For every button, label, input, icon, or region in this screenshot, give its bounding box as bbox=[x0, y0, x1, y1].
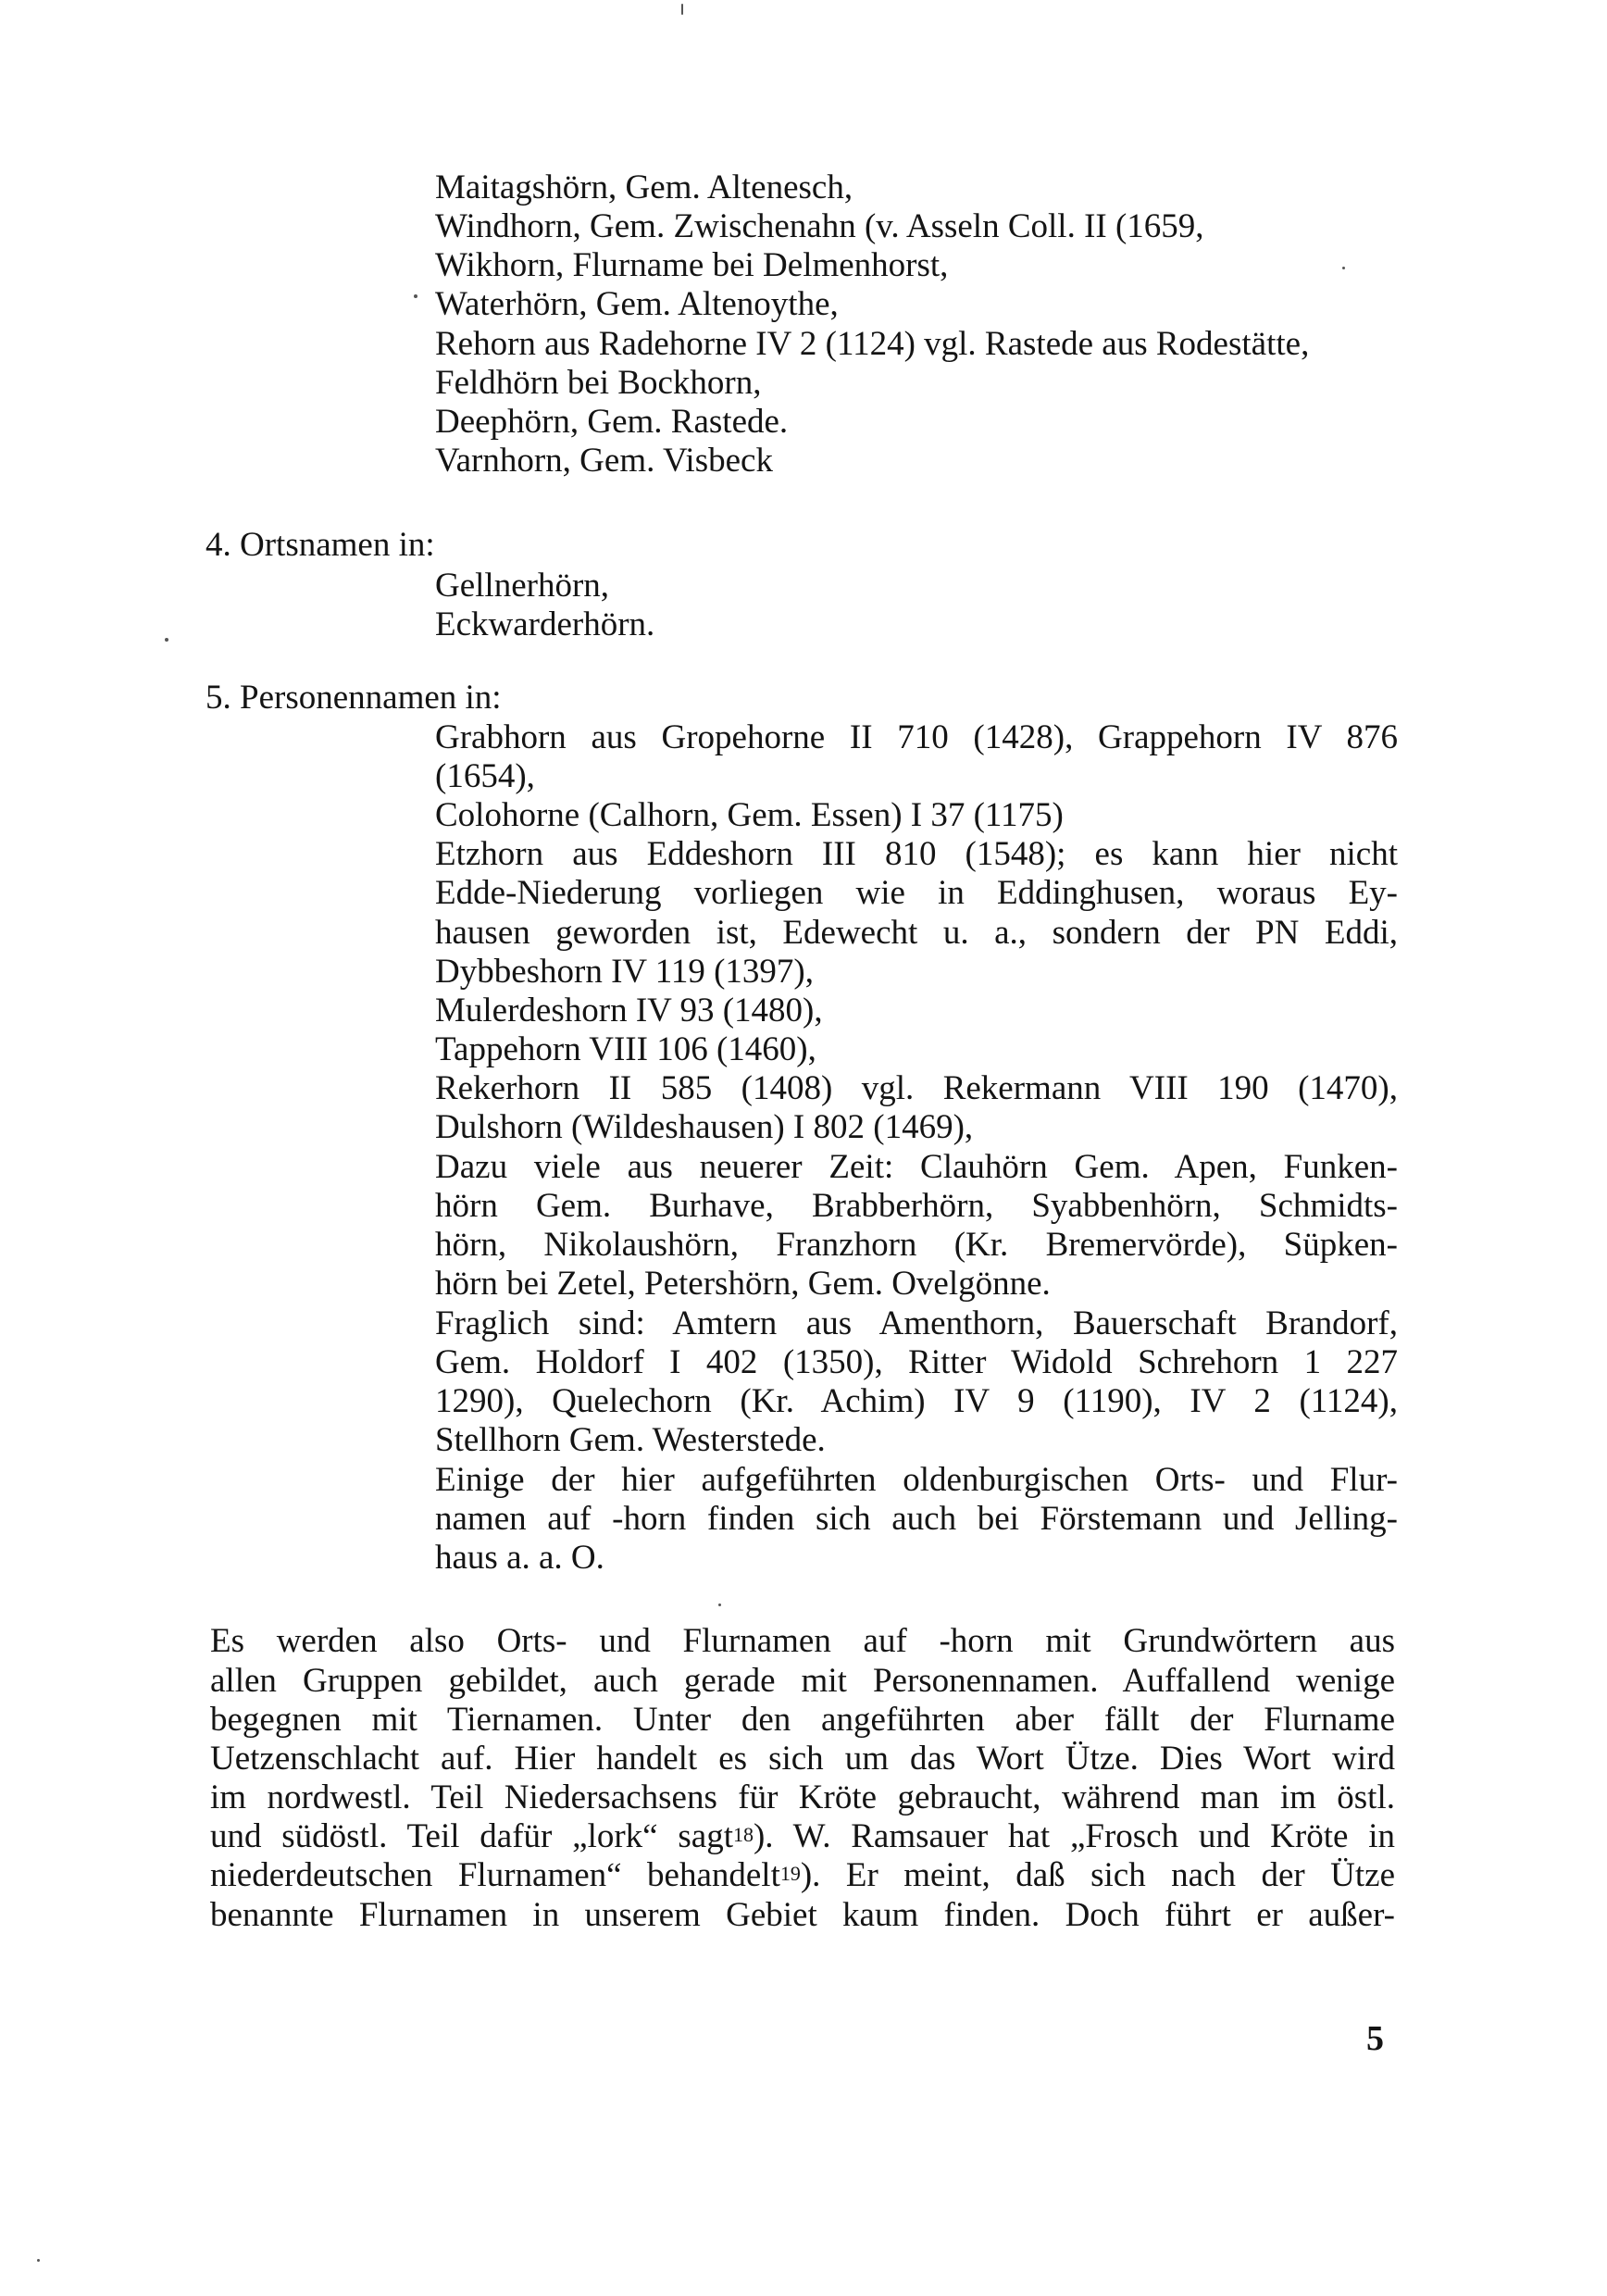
paragraph-line: benannte Flurnamen in unserem Gebiet kaum finden. Doch führt er außer- bbox=[210, 1896, 1395, 1934]
list-line: Colohorne (Calhorn, Gem. Essen) I 37 (1175) bbox=[435, 796, 1064, 834]
section-heading: 5. Personennamen in: bbox=[206, 679, 502, 717]
list-line: Edde-Niederung vorliegen wie in Eddinghusen, woraus Ey- bbox=[435, 874, 1398, 912]
list-item: Waterhörn, Gem. Altenoythe, bbox=[435, 285, 839, 323]
footnote-ref-18: 18 bbox=[732, 1823, 754, 1846]
paragraph-line: Es werden also Orts- und Flurnamen auf -horn mit Grundwörtern aus bbox=[210, 1622, 1395, 1660]
scan-speck bbox=[414, 294, 417, 298]
line-text: ). Er meint, daß sich nach der Ütze bbox=[800, 1856, 1395, 1894]
scan-speck bbox=[1342, 267, 1345, 269]
list-item: Maitagshörn, Gem. Altenesch, bbox=[435, 168, 853, 206]
list-line: Dybbeshorn IV 119 (1397), bbox=[435, 953, 815, 991]
list-line: 1290), Quelechorn (Kr. Achim) IV 9 (1190), IV 2 (1124), bbox=[435, 1382, 1398, 1420]
paragraph-line: im nordwestl. Teil Niedersachsens für Kröte gebraucht, während man im östl. bbox=[210, 1778, 1395, 1816]
list-line: (1654), bbox=[435, 757, 535, 795]
section-heading: 4. Ortsnamen in: bbox=[206, 526, 435, 564]
list-line: Mulerdeshorn IV 93 (1480), bbox=[435, 992, 823, 1029]
list-line: Stellhorn Gem. Westerstede. bbox=[435, 1421, 826, 1459]
scan-speck bbox=[718, 1603, 721, 1606]
paragraph-line: Uetzenschlacht auf. Hier handelt es sich um das Wort Ütze. Dies Wort wird bbox=[210, 1740, 1395, 1778]
list-line: Tappehorn VIII 106 (1460), bbox=[435, 1030, 816, 1068]
scan-speck bbox=[37, 2259, 40, 2262]
list-item: Eckwarderhörn. bbox=[435, 605, 655, 643]
scan-speck bbox=[165, 638, 168, 642]
list-line: hörn, Nikolaushörn, Franzhorn (Kr. Bremervörde), Süpken- bbox=[435, 1226, 1398, 1264]
line-text: und südöstl. Teil dafür „lork“ sagt bbox=[210, 1817, 733, 1855]
list-line: Grabhorn aus Gropehorne II 710 (1428), Grappehorn IV 876 bbox=[435, 718, 1398, 756]
list-line: hörn Gem. Burhave, Brabberhörn, Syabbenhörn, Schmidts- bbox=[435, 1187, 1398, 1225]
list-item: Wikhorn, Flurname bei Delmenhorst, bbox=[435, 246, 949, 284]
line-text: niederdeutschen Flurnamen“ behandelt bbox=[210, 1856, 780, 1894]
list-item: Varnhorn, Gem. Visbeck bbox=[435, 442, 773, 480]
list-item: Gellnerhörn, bbox=[435, 567, 610, 605]
list-item: Deephörn, Gem. Rastede. bbox=[435, 403, 789, 441]
list-line: Etzhorn aus Eddeshorn III 810 (1548); es kann hier nicht bbox=[435, 835, 1398, 873]
line-text: ). W. Ramsauer hat „Frosch und Kröte in bbox=[753, 1817, 1395, 1855]
list-item: Rehorn aus Radehorne IV 2 (1124) vgl. Rastede aus Rodestätte, bbox=[435, 325, 1310, 363]
list-line: Einige der hier aufgeführten oldenburgischen Orts- und Flur- bbox=[435, 1461, 1398, 1499]
paragraph-line: allen Gruppen gebildet, auch gerade mit Personennamen. Auffallend wenige bbox=[210, 1662, 1395, 1700]
list-item: Windhorn, Gem. Zwischenahn (v. Asseln Coll. II (1659, bbox=[435, 207, 1204, 245]
scan-speck bbox=[681, 4, 683, 15]
list-line: Fraglich sind: Amtern aus Amenthorn, Bauerschaft Brandorf, bbox=[435, 1304, 1398, 1342]
list-line: Gem. Holdorf I 402 (1350), Ritter Widold Schrehorn 1 227 bbox=[435, 1343, 1398, 1381]
list-line: namen auf -horn finden sich auch bei Förstemann und Jelling- bbox=[435, 1500, 1398, 1538]
list-item: Feldhörn bei Bockhorn, bbox=[435, 364, 762, 402]
list-line: Dulshorn (Wildeshausen) I 802 (1469), bbox=[435, 1108, 974, 1146]
list-line: hörn bei Zetel, Petershörn, Gem. Ovelgönne. bbox=[435, 1265, 1051, 1303]
list-line: Rekerhorn II 585 (1408) vgl. Rekermann VIII 190 (1470), bbox=[435, 1069, 1398, 1107]
paragraph-line bbox=[210, 1816, 1395, 1858]
footnote-ref-19: 19 bbox=[779, 1862, 801, 1885]
list-line: haus a. a. O. bbox=[435, 1539, 604, 1577]
list-line: hausen geworden ist, Edewecht u. a., sondern der PN Eddi, bbox=[435, 914, 1398, 952]
paragraph-line bbox=[210, 1854, 1395, 1897]
page-number: 5 bbox=[1366, 2019, 1384, 2058]
list-line: Dazu viele aus neuerer Zeit: Clauhörn Gem. Apen, Funken- bbox=[435, 1148, 1398, 1186]
paragraph-line: begegnen mit Tiernamen. Unter den angeführten aber fällt der Flurname bbox=[210, 1701, 1395, 1739]
